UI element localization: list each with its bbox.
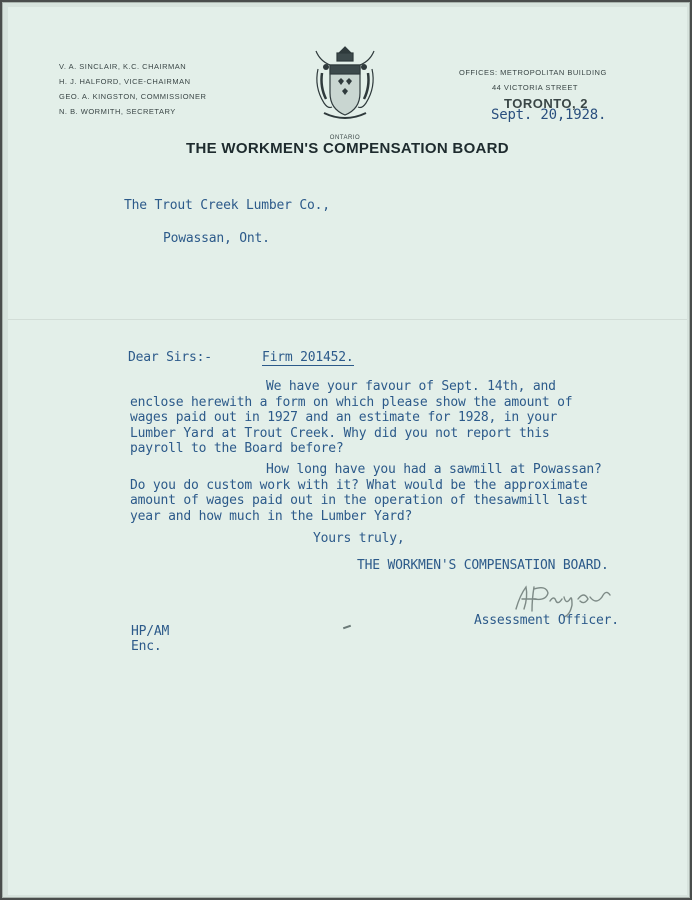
body-line: enclose herewith a form on which please show the amount of [130, 394, 573, 410]
enclosure-note: Enc. [131, 639, 162, 654]
body-line: payroll to the Board before? [130, 441, 344, 456]
firm-reference: Firm 201452. [262, 350, 354, 365]
body-line: wages paid out in 1927 and an estimate for 1928, in your [130, 410, 558, 425]
body-paragraph-2 [130, 462, 602, 524]
city-line: TORONTO, 2 [504, 96, 588, 111]
reference-initials: HP/AM [131, 624, 170, 639]
offices-line: OFFICES: METROPOLITAN BUILDING [459, 68, 607, 77]
body-line: We have your favour of Sept. 14th, and [266, 379, 556, 394]
complimentary-close: Yours truly, [313, 531, 405, 546]
scan-frame [2, 2, 690, 898]
crest-label: ONTARIO [329, 135, 361, 141]
official-line: V. A. SINCLAIR, K.C. CHAIRMAN [59, 62, 187, 71]
body-line: Lumber Yard at Trout Creek. Why did you not report this [130, 425, 550, 441]
body-line: Do you do custom work with it? What would be the approximate [130, 477, 588, 493]
closing-organization: THE WORKMEN'S COMPENSATION BOARD. [357, 558, 609, 573]
salutation: Dear Sirs:- [128, 350, 212, 365]
signer-title: Assessment Officer. [474, 613, 619, 628]
recipient-name: The Trout Creek Lumber Co., [124, 198, 330, 213]
office-address [459, 65, 607, 112]
board-title: THE WORKMEN'S COMPENSATION BOARD [186, 140, 509, 157]
pencil-mark [343, 625, 351, 630]
official-line: H. J. HALFORD, VICE-CHAIRMAN [59, 77, 191, 86]
board-officials-list [59, 59, 206, 119]
official-line: GEO. A. KINGSTON, COMMISSIONER [59, 92, 207, 101]
body-line: amount of wages paid out in the operation of thesawmill last [130, 493, 588, 508]
paper-fold-line [8, 319, 687, 320]
ontario-coat-of-arms-icon [308, 43, 382, 131]
letter-date: Sept. 20,1928. [491, 107, 607, 123]
letter-page [8, 7, 687, 895]
street-line: 44 VICTORIA STREET [492, 83, 578, 92]
body-paragraph-1 [130, 379, 572, 457]
official-line: N. B. WORMITH, SECRETARY [59, 107, 176, 116]
body-line: How long have you had a sawmill at Powassan? [266, 462, 602, 477]
body-line: year and how much in the Lumber Yard? [130, 508, 413, 524]
recipient-place: Powassan, Ont. [163, 231, 270, 246]
